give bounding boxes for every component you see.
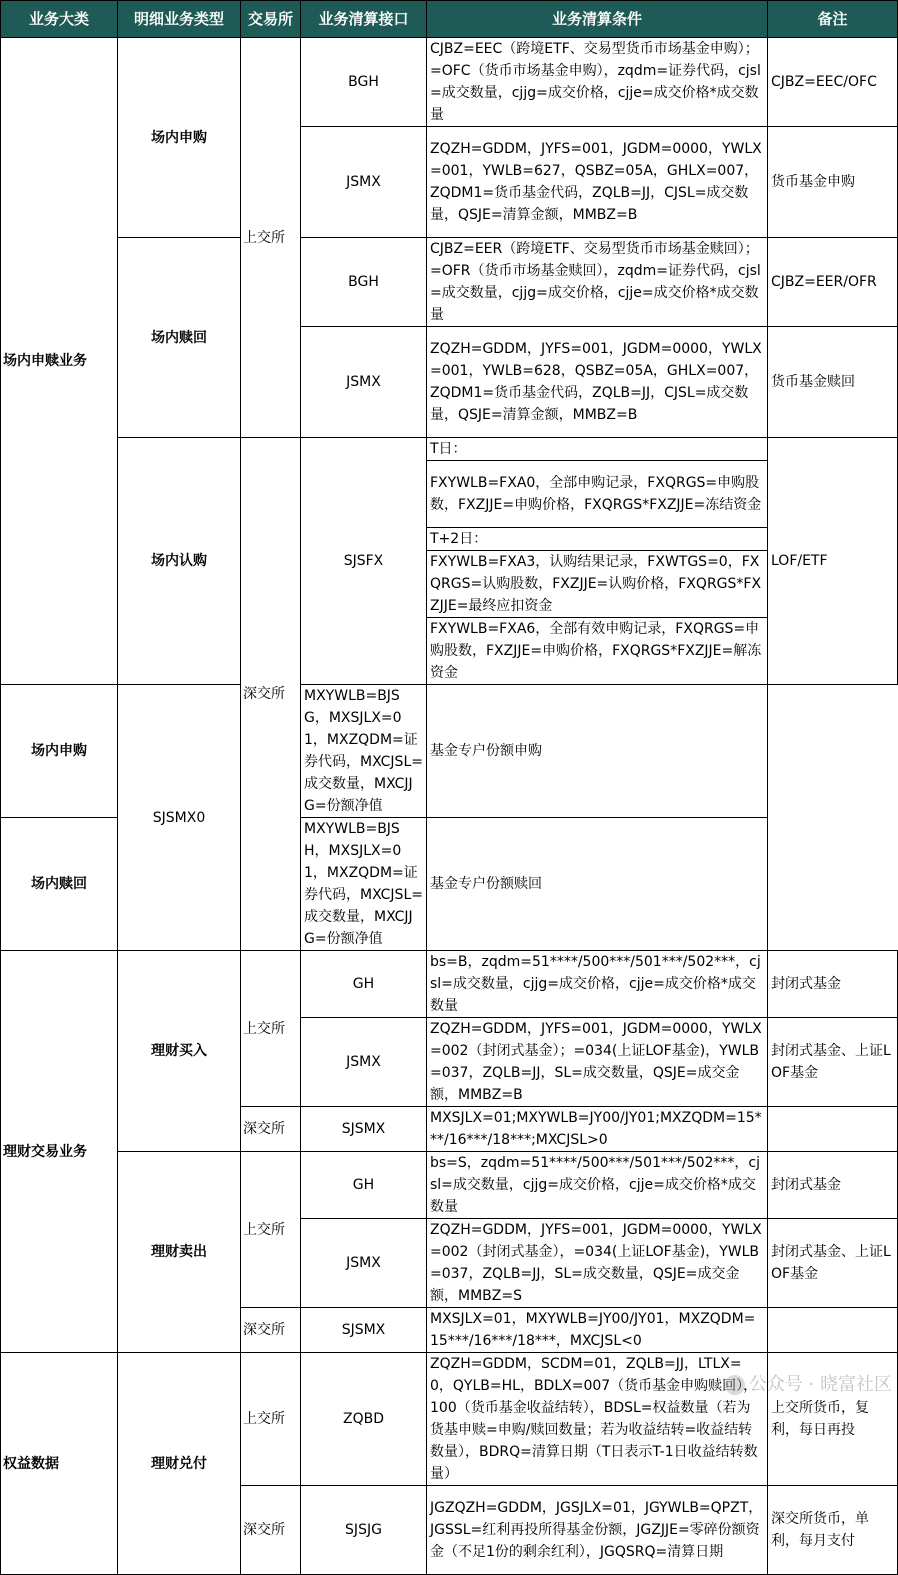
- interface-cell: GH: [301, 1152, 427, 1219]
- detail-type-cell: 场内赎回: [118, 238, 241, 438]
- exchange-cell: 上交所: [241, 951, 301, 1107]
- note-cell: CJBZ=EEC/OFC: [768, 38, 898, 127]
- detail-type-cell: 场内申购: [118, 38, 241, 238]
- interface-cell: JSMX: [301, 327, 427, 438]
- table-row: [1, 38, 898, 127]
- condition-cell: ZQZH=GDDM，JYFS=001，JGDM=0000，YWLX=001，YWLB=628，QSBZ=05A，GHLX=007，ZQDM1=货币基金代码，ZQLB=JJ，CJSL=成交数量，QSJE=清算金额，MMBZ=B: [427, 327, 768, 438]
- note-cell: 货币基金赎回: [768, 327, 898, 438]
- exchange-cell: 深交所: [241, 1308, 301, 1353]
- category-cell: 权益数据: [1, 1353, 118, 1575]
- interface-cell: SJSFX: [301, 438, 427, 685]
- condition-cell: ZQZH=GDDM，SCDM=01，ZQLB=JJ，LTLX=0，QYLB=HL，BDLX=007（货币基金申购赎回），100（货币基金收益结转），BDSL=权益数量（若为货基申赎=申购/赎回数量；若为收益结转=收益结转数量），BDRQ=清算日期（T日表示T-1日收益结转数量）: [427, 1353, 768, 1486]
- header-row: [1, 1, 898, 38]
- exchange-cell: 深交所: [241, 1107, 301, 1152]
- note-cell: [768, 1107, 898, 1152]
- watermark-logo-icon: [725, 1375, 745, 1395]
- note-cell: 封闭式基金、上证LOF基金: [768, 1219, 898, 1308]
- condition-cell: ZQZH=GDDM，JYFS=001，JGDM=0000，YWLX=001，YWLB=627，QSBZ=05A，GHLX=007，ZQDM1=货币基金代码，ZQLB=JJ，CJSL=成交数量，QSJE=清算金额，MMBZ=B: [427, 127, 768, 238]
- note-cell: 深交所货币，单利，每月支付: [768, 1486, 898, 1575]
- condition-cell: CJBZ=EEC（跨境ETF、交易型货币市场基金申购）；=OFC（货币市场基金申购），zqdm=证券代码，cjsl=成交数量，cjjg=成交价格，cjje=成交价格*成交数量: [427, 38, 768, 127]
- header-detail-type: 明细业务类型: [118, 1, 241, 38]
- condition-cell: MXSJLX=01，MXYWLB=JY00/JY01，MXZQDM=15***/16***/18***，MXCJSL<0: [427, 1308, 768, 1353]
- detail-type-cell: 场内申购: [1, 685, 118, 818]
- note-cell: 封闭式基金: [768, 1152, 898, 1219]
- interface-cell: BGH: [301, 238, 427, 327]
- condition-cell: T+2日：: [427, 528, 768, 551]
- interface-cell: SJSMX0: [118, 685, 241, 951]
- note-cell: 货币基金申购: [768, 127, 898, 238]
- watermark: [725, 1370, 892, 1396]
- note-cell: CJBZ=EER/OFR: [768, 238, 898, 327]
- exchange-cell: 上交所: [241, 38, 301, 438]
- category-cell: 理财交易业务: [1, 951, 118, 1353]
- interface-cell: ZQBD: [301, 1353, 427, 1486]
- exchange-cell: 上交所: [241, 1353, 301, 1486]
- condition-cell: MXYWLB=BJSG，MXSJLX=01，MXZQDM=证券代码，MXCJSL=成交数量，MXCJJG=份额净值: [301, 685, 427, 818]
- condition-cell: FXYWLB=FXA3，认购结果记录，FXWTGS=0，FXQRGS=认购股数，FXZJJE=认购价格，FXQRGS*FXZJJE=最终应扣资金: [427, 551, 768, 618]
- table-row: [1, 951, 898, 1018]
- header-exchange: 交易所: [241, 1, 301, 38]
- note-cell: 封闭式基金: [768, 951, 898, 1018]
- category-cell: 场内申赎业务: [1, 38, 118, 685]
- interface-cell: SJSMX: [301, 1308, 427, 1353]
- exchange-cell: 深交所: [241, 1486, 301, 1575]
- detail-type-cell: 场内赎回: [1, 818, 118, 951]
- header-category: 业务大类: [1, 1, 118, 38]
- interface-cell: JSMX: [301, 1219, 427, 1308]
- table-row: [1, 438, 898, 461]
- note-cell: 基金专户份额申购: [427, 685, 768, 818]
- note-cell: 上交所货币，复利，每日再投: [768, 1353, 898, 1486]
- note-cell: LOF/ETF: [768, 438, 898, 685]
- note-cell: 基金专户份额赎回: [427, 818, 768, 951]
- detail-type-cell: 场内认购: [118, 438, 241, 685]
- detail-type-cell: 理财买入: [118, 951, 241, 1152]
- interface-cell: JSMX: [301, 127, 427, 238]
- table-row: [1, 685, 898, 818]
- table-row: [1, 238, 898, 327]
- interface-cell: SJSJG: [301, 1486, 427, 1575]
- interface-cell: GH: [301, 951, 427, 1018]
- note-cell: [768, 1308, 898, 1353]
- table-row: [1, 1152, 898, 1219]
- condition-cell: bs=B，zqdm=51****/500***/501***/502***，cjsl=成交数量，cjjg=成交价格，cjje=成交价格*成交数量: [427, 951, 768, 1018]
- condition-cell: MXSJLX=01;MXYWLB=JY00/JY01;MXZQDM=15***/16***/18***;MXCJSL>0: [427, 1107, 768, 1152]
- watermark-text: 公众号 · 晓富社区: [748, 1374, 892, 1395]
- condition-cell: T日：: [427, 438, 768, 461]
- condition-cell: CJBZ=EER（跨境ETF、交易型货币市场基金赎回）；=OFR（货币市场基金赎回），zqdm=证券代码，cjsl=成交数量，cjjg=成交价格，cjje=成交价格*成交数量: [427, 238, 768, 327]
- note-cell: 封闭式基金、上证LOF基金: [768, 1018, 898, 1107]
- exchange-cell: 上交所: [241, 1152, 301, 1308]
- header-note: 备注: [768, 1, 898, 38]
- detail-type-cell: 理财兑付: [118, 1353, 241, 1575]
- interface-cell: BGH: [301, 38, 427, 127]
- condition-cell: bs=S，zqdm=51****/500***/501***/502***，cjsl=成交数量，cjjg=成交价格，cjje=成交价格*成交数量: [427, 1152, 768, 1219]
- condition-cell: ZQZH=GDDM，JYFS=001，JGDM=0000，YWLX=002（封闭式基金）；=034(上证LOF基金)，YWLB=037，ZQLB=JJ，SL=成交数量，QSJE=成交金额，MMBZ=B: [427, 1018, 768, 1107]
- condition-cell: FXYWLB=FXA6，全部有效申购记录，FXQRGS=申购股数，FXZJJE=申购价格，FXQRGS*FXZJJE=解冻资金: [427, 618, 768, 685]
- exchange-cell: 深交所: [241, 438, 301, 951]
- condition-cell: ZQZH=GDDM，JYFS=001，JGDM=0000，YWLX=002（封闭式基金），=034(上证LOF基金)，YWLB=037，ZQLB=JJ，SL=成交数量，QSJE=成交金额，MMBZ=S: [427, 1219, 768, 1308]
- header-condition: 业务清算条件: [427, 1, 768, 38]
- detail-type-cell: 理财卖出: [118, 1152, 241, 1353]
- header-interface: 业务清算接口: [301, 1, 427, 38]
- interface-cell: SJSMX: [301, 1107, 427, 1152]
- condition-cell: JGZQZH=GDDM，JGSJLX=01，JGYWLB=QPZT，JGSSL=红利再投所得基金份额，JGZJJE=零碎份额资金（不足1份的剩余红利），JGQSRQ=清算日期: [427, 1486, 768, 1575]
- interface-cell: JSMX: [301, 1018, 427, 1107]
- condition-cell: MXYWLB=BJSH，MXSJLX=01，MXZQDM=证券代码，MXCJSL=成交数量，MXCJJG=份额净值: [301, 818, 427, 951]
- condition-cell: FXYWLB=FXA0，全部申购记录，FXQRGS=申购股数，FXZJJE=申购价格，FXQRGS*FXZJJE=冻结资金: [427, 461, 768, 528]
